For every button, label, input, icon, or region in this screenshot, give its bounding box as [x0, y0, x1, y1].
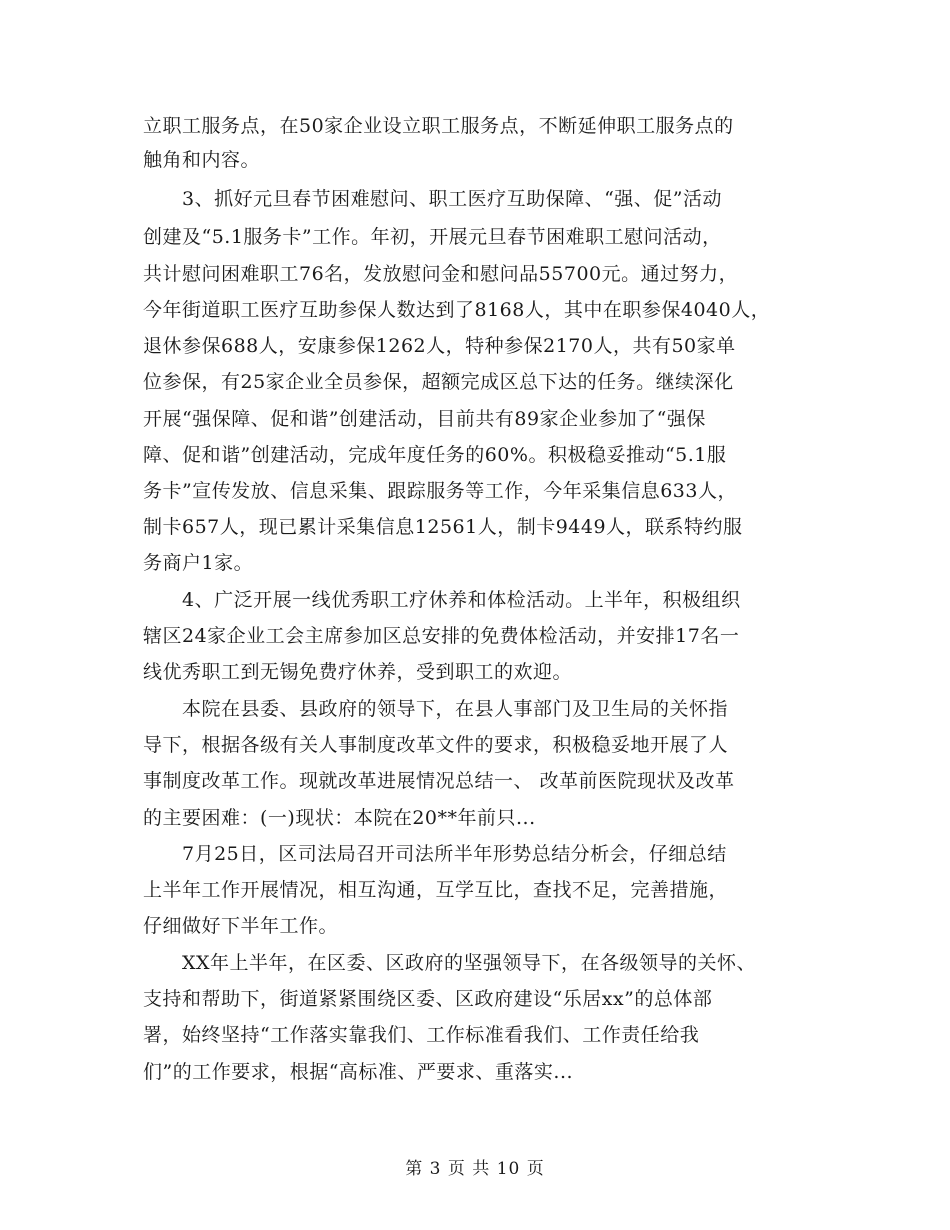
- text-line: 署，始终坚持“工作落实靠我们、工作标准看我们、工作责任给我: [143, 1024, 700, 1046]
- text-line: 务卡”宣传发放、信息采集、跟踪服务等工作，今年采集信息633人，: [143, 480, 737, 502]
- text-line: 开展“强保障、促和谐”创建活动，目前共有89家企业参加了“强保: [143, 408, 706, 430]
- text-line: 障、促和谐”创建活动，完成年度任务的60%。积极稳妥推动“5.1服: [143, 444, 727, 466]
- text-line: 立职工服务点，在50家企业设立职工服务点，不断延伸职工服务点的: [143, 115, 734, 137]
- text-line: 支持和帮助下，街道紧紧围绕区委、区政府建设“乐居xx”的总体部: [143, 988, 713, 1010]
- page-number-footer: 第 3 页 共 10 页: [405, 1159, 545, 1179]
- text-line: XX年上半年，在区委、区政府的坚强领导下，在各级领导的关怀、: [143, 952, 757, 974]
- text-line: 3、抓好元旦春节困难慰问、职工医疗互助保障、“强、促”活动: [143, 188, 723, 210]
- text-line: 4、广泛开展一线优秀职工疗休养和体检活动。上半年，积极组织: [143, 589, 741, 611]
- text-line: 位参保，有25家企业全员参保，超额完成区总下达的任务。继续深化: [143, 371, 734, 393]
- text-line: 共计慰问困难职工76名，发放慰问金和慰问品55700元。通过努力，: [143, 263, 739, 285]
- text-line: 事制度改革工作。现就改革进展情况总结一、 改革前医院现状及改革: [143, 770, 735, 792]
- text-line: 务商户1家。: [143, 552, 254, 574]
- text-line: 制卡657人，现已累计采集信息12561人，制卡9449人，联系特约服: [143, 516, 743, 538]
- text-line: 线优秀职工到无锡免费疗休养，受到职工的欢迎。: [143, 661, 573, 683]
- text-line: 们”的工作要求，根据“高标准、严要求、重落实...: [143, 1061, 574, 1083]
- text-line: 本院在县委、县政府的领导下，在县人事部门及卫生局的关怀指: [143, 698, 729, 720]
- text-line: 辖区24家企业工会主席参加区总安排的免费体检活动，并安排17名一: [143, 625, 740, 647]
- text-line: 7月25日，区司法局召开司法所半年形势总结分析会，仔细总结: [143, 843, 727, 865]
- text-line: 导下，根据各级有关人事制度改革文件的要求，积极稳妥地开展了人: [143, 734, 729, 756]
- text-line: 退休参保688人，安康参保1262人，特种参保2170人，共有50家单: [143, 335, 736, 357]
- text-line: 上半年工作开展情况，相互沟通，互学互比，查找不足，完善措施，: [143, 879, 729, 901]
- text-line: 触角和内容。: [143, 149, 261, 171]
- text-line: 的主要困难：(一)现状：本院在20**年前只...: [143, 807, 536, 829]
- text-line: 创建及“5.1服务卡”工作。年初，开展元旦春节困难职工慰问活动，: [143, 226, 722, 248]
- text-line: 仔细做好下半年工作。: [143, 915, 339, 937]
- text-line: 今年街道职工医疗互助参保人数达到了8168人，其中在职参保4040人，: [143, 299, 771, 321]
